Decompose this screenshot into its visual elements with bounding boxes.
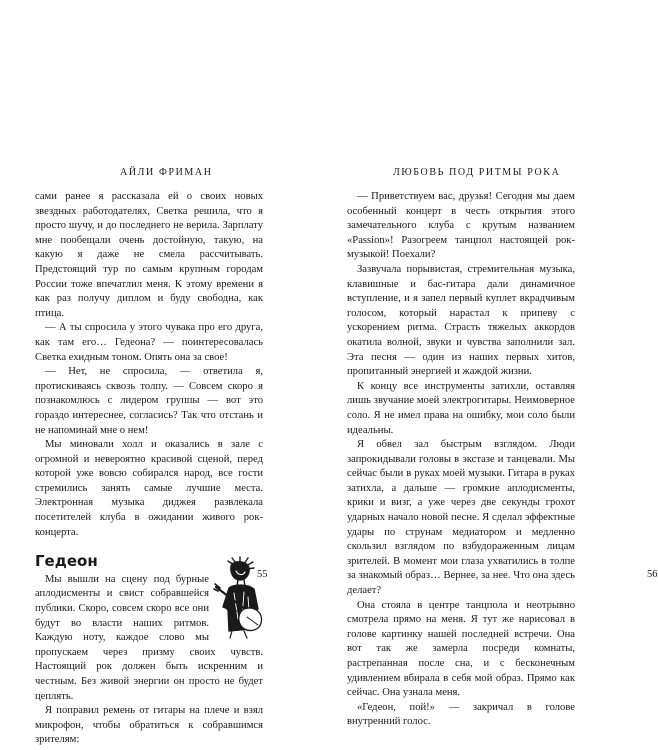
paragraph: — Нет, не спросила, — ответила я, протискиваясь сквозь толпу. — Совсем скоро я познакомлюсь с лидером группы — вот это гораздо интереснее, согласись? Так что отстань и не напоминай мне о нем! [35,366,263,436]
paragraph: Я поправил ремень от гитары на плече и взял микрофон, чтобы обратиться к собравшимся зрителям: [35,705,263,746]
paragraph: Я обвел зал быстрым взглядом. Люди запрокидывали головы в экстазе и танцевали. Мы сейчас были в руках моей музыки. Гитара в руках затихла, а дальше — громкие аплодисменты, крики и визг, а уже через две секунды грохот ударных начало новой песне. Я сделал эффектные удары по струнам медиатором и медленно скользил взглядом по взбудораженным лицам зрителей. В момент мои глаза ухватились в толпе за знакомый образ… Вернее, за нее. Что она здесь делает? [347,439,575,597]
paragraph: — Приветствуем вас, друзья! Сегодня мы даем особенный концерт в честь открытия этого замечательного клуба с крутым названием «Passion»! Разогреем танцпол настоящей рок-музыкой! Поехали? [347,191,575,261]
paragraph: Она стояла в центре танцпола и неотрывно смотрела прямо на меня. Я тут же нарисовал в голове картинку нашей последней встречи. Она вот так же замерла посреди комнаты, растрепанная после сна, и с бесконечным удивлением вбирала в себя мой образ. Прямо как сейчас. Она узнала меня. [347,599,575,699]
section-heading: Гедеон [35,552,98,571]
paragraph: К концу все инструменты затихли, оставляя лишь звучание моей электрогитары. Неимоверное соло. Я не имел права на ошибку, мои соло были идеальны. [347,380,575,436]
right-running-head: ЛЮБОВЬ ПОД РИТМЫ РОКА [393,167,561,178]
paragraph: Мы вышли на сцену под бурные аплодисменты и свист собравшейся публики. Скоро, совсем скоро все они будут во власти наших ритмов. Каждую ноту, каждое слово мы пропускаем через призму своих чувств. Настоящий рок должен быть искренним и честным. Без живой энергии он просто не будет цеплять. [35,573,263,702]
paragraph: Зазвучала порывистая, стремительная музыка, клавишные и бас-гитара дали динамичное вступление, и я запел первый куплет вкрадчивым голосом, который нарастал к припеву с ускорением ритма. Страсть тяжелых аккордов окатила волной, звуки и чувства заполнили зал. Эта песня — один из наших первых хитов, пропитанный энергией и жаждой жизни. [347,263,575,378]
right-page-number: 56 [647,569,658,580]
left-page-text [35,190,263,748]
paragraph: сами ранее я рассказала ей о своих новых звездных работодателях, Светка решила, что я просто шучу, и до последнего не верила. Зарплату мне пообещали очень достойную, такую, на какую я даже не смела рассчитывать. Предстоящий тур по самым крупным городам России тоже впечатлил меня. К этому времени я как раз получу диплом и буду свободна, как птица. [35,191,263,319]
left-page [0,0,300,750]
right-page-text [347,190,575,730]
paragraph: «Гедеон, пой!» — закричал в голове внутренний голос. [347,701,575,728]
left-page-number: 55 [257,569,268,580]
left-running-head: АЙЛИ ФРИМАН [120,167,213,178]
paragraph: — А ты спросила у этого чувака про его друга, как там его… Гедеона? — поинтересовалась Светка ехидным тоном. Опять она за свое! [35,322,263,363]
paragraph: Мы миновали холл и оказались в зале с огромной и невероятно красивой сценой, перед которой уже вовсю собирался народ, все гости стремились занять самые лучшие места. Электронная музыка диджея развлекала посетителей клуба в ожидании живого рок-концерта. [35,439,263,538]
